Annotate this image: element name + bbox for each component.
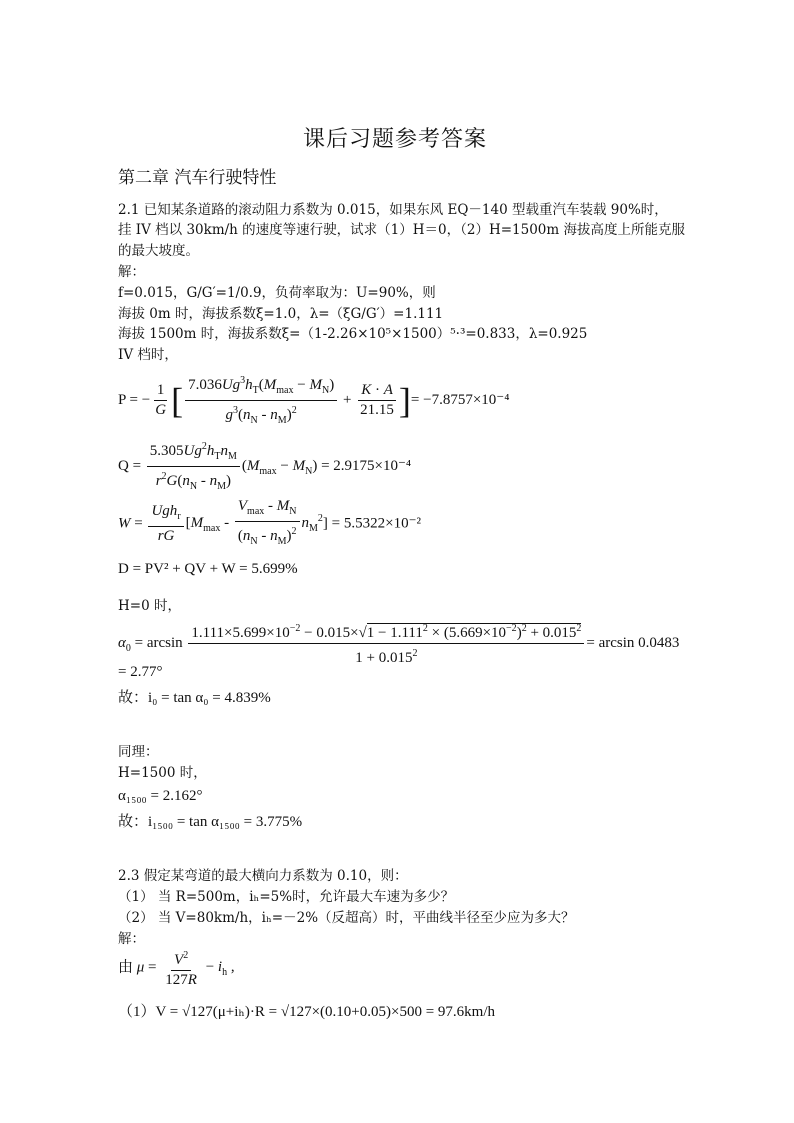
given-values: f=0.015，G/G′=1/0.9，负荷率取为：U=90%，则 <box>118 285 436 301</box>
formula-q-result: = 2.9175×10⁻⁴ <box>321 457 412 474</box>
problem-2-3-line-2: （1） 当 R=500m，iₕ=5%时，允许最大车速为多少？ <box>118 889 455 905</box>
alpha1500-degrees: α₁₅₀₀ = 2.162° <box>118 788 203 804</box>
alpha0-degrees: = 2.77° <box>118 664 163 680</box>
solution-label: 解： <box>118 264 145 280</box>
h1500-label: H=1500 时， <box>118 765 207 781</box>
formula-w-result: ] = 5.5322×10⁻² <box>322 515 422 532</box>
problem-2-3-line-3: （2） 当 V=80km/h，iₕ=－2%（反超高）时，平曲线半径至少应为多大？ <box>118 910 575 926</box>
formula-w: W = $\frac{Ugh_r}{rG}$ [$M_{max}$ - $\frac{V_{max} - M_N}{(n_N - n_M)^2}$ $n_M^2] = 5.5322\times 10^{-2}$ <box>118 498 422 547</box>
altitude-0-coefficients: 海拔 0m 时，海拔系数ξ=1.0，λ=（ξG/G′）=1.111 <box>118 306 444 322</box>
i1500-result: 故：i₁₅₀₀ = tan α₁₅₀₀ = 3.775% <box>118 814 303 830</box>
problem-2-1-line-1: 2.1 已知某条道路的滚动阻力系数为 0.015，如果东风 EQ－140 型载重汽车装载 90%时， <box>118 202 668 218</box>
formula-mu: 由 μ = $\frac{V^2}{127R}$ − $i_h$ , <box>118 947 235 989</box>
document-title: 课后习题参考答案 <box>303 127 488 152</box>
formula-alpha0: $\alpha_0 = \arcsin$ $1.111\times 5.699\times 10^{-2} - 0.015\times√1 - 1.111^2 \times (5.669\times 10^{-2})^2 + 0.015^2$ $1 + 0.015^2$ = arcsin 0.0483 <box>118 620 679 667</box>
solution-label-2: 解： <box>118 931 145 947</box>
formula-q: Q = $\frac{5.305Ug^2h_Tn_M}{r^2G(n_N - n_M)}$ $(M_{max} - M_N) = 2.9175\times 10^{-4}$ <box>118 438 411 495</box>
i0-result: 故：i₀ = tan α₀ = 4.839% <box>118 690 271 706</box>
formula-alpha0-result: = arcsin 0.0483 <box>586 634 680 651</box>
from-label: 由 <box>118 959 134 976</box>
formula-p-result: = −7.8757×10⁻⁴ <box>410 391 510 408</box>
problem-2-1-line-2: 挂 IV 档以 30km/h 的速度等速行驶，试求（1）H＝0，（2）H=1500m 海拔高度上所能克服 <box>118 222 685 238</box>
altitude-1500-coefficients: 海拔 1500m 时，海拔系数ξ=（1-2.26×10⁵×1500）⁵·³=0.833，λ=0.925 <box>118 326 588 342</box>
formula-p: P = − $\frac{1}{G}$ [ $\frac{7.036Ug^3h_T(M_{max} - M_N)}{g^3(n_N - n_M)^2}$ + $\frac{K \cdot A}{21.15}$ ]= −7.8757×10⁻⁴ <box>118 372 509 429</box>
answer-1-speed: （1）V = √127(μ+iₕ)·R = √127×(0.10+0.05)×500 = 97.6km/h <box>118 1004 496 1020</box>
formula-d: D = PV² + QV + W = 5.699% <box>118 561 298 577</box>
h0-label: H=0 时， <box>118 598 181 614</box>
chapter-heading: 第二章 汽车行驶特性 <box>118 168 277 188</box>
problem-2-3-line-1: 2.3 假定某弯道的最大横向力系数为 0.10，则： <box>118 868 408 884</box>
gear-iv-label: IV 档时， <box>118 347 178 363</box>
problem-2-1-line-3: 的最大坡度。 <box>118 243 199 259</box>
similarly-label: 同理： <box>118 744 159 760</box>
